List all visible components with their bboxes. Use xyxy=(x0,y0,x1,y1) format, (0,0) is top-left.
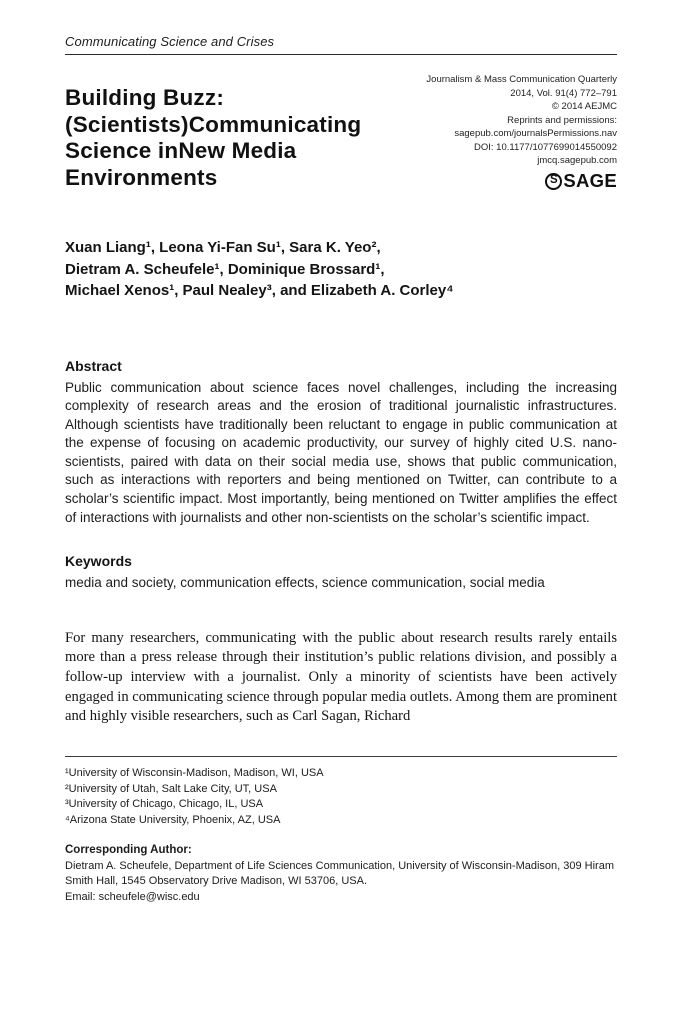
journal-citation-line: jmcq.sagepub.com xyxy=(537,155,617,166)
running-head: Communicating Science and Crises xyxy=(65,34,275,49)
affiliation-line: ³University of Chicago, Chicago, IL, USA xyxy=(65,798,264,810)
page-header xyxy=(65,34,617,55)
journal-citation-line: Reprints and permissions: xyxy=(507,114,617,126)
author-line: Dietram A. Scheufele¹, Dominique Brossard¹, xyxy=(65,260,385,278)
author-line: Michael Xenos¹, Paul Nealey³, and Elizabeth A. Corley⁴ xyxy=(65,282,454,299)
article-title-line: New Media Environments xyxy=(65,138,297,190)
footnote-area xyxy=(65,756,617,905)
article-title xyxy=(65,85,425,191)
abstract-text: Public communication about science faces novel challenges, including the increasing complexity of research areas and the erosion of traditional journalistic infrastructures. Although scientists have traditionally been reluctant to engage in public communication at the expense of focusing on academic productivity, our survey of highly cited U.S. nano-scientists, paired with data on their social media use, shows that public communication, such as interactions with reporters and being mentioned on Twitter, can contribute to a scholar’s scientific impact. Most importantly, being mentioned on Twitter amplifies the effect of interactions with journalists and other non-scientists on the scholar’s scientific impact. xyxy=(65,379,617,525)
sage-s-icon: S xyxy=(545,173,562,190)
sage-logo xyxy=(426,170,617,192)
journal-citation-line: © 2014 AEJMC xyxy=(551,101,617,112)
body-paragraph: For many researchers, communicating with the public about research results rarely entails more than a press release through their institution’s public relations division, and possibly a follow-up interview with a journalist. Only a minority of scientists have been actively engaged in communicating science through popular media outlets. Among them are prominent and highly visible researchers, such as Carl Sagan, Richard xyxy=(65,629,617,725)
corresponding-author-block xyxy=(65,843,617,905)
affiliation-line: ²University of Utah, Salt Lake City, UT, USA xyxy=(65,782,277,795)
article-title-line: Building Buzz: (Scientists) xyxy=(65,85,225,137)
sage-logo-text: SAGE xyxy=(563,170,617,192)
affiliation-line: ¹University of Wisconsin-Madison, Madison, WI, USA xyxy=(65,767,324,779)
keywords-heading: Keywords xyxy=(65,553,132,570)
corresponding-author-address: Dietram A. Scheufele, Department of Life Sciences Communication, University of Wisconsin-Madison, 309 Hiram Smith Hall, 1545 Observatory Drive Madison, WI 53706, USA. xyxy=(65,859,615,887)
footnote-rule xyxy=(65,756,617,757)
affiliation-footnotes xyxy=(65,766,617,828)
corresponding-author-email: Email: scheufele@wisc.edu xyxy=(65,890,200,903)
corresponding-author-heading: Corresponding Author: xyxy=(65,844,192,856)
journal-citation-block xyxy=(426,73,617,191)
abstract-section xyxy=(65,358,617,528)
author-list xyxy=(65,237,617,302)
journal-citation-line: sagepub.com/journalsPermissions.nav xyxy=(454,128,617,139)
header-rule xyxy=(65,54,617,55)
keywords-text: media and society, communication effects, science communication, social media xyxy=(65,575,545,591)
journal-citation-line: DOI: 10.1177/1077699014550092 xyxy=(474,141,617,153)
article-body xyxy=(65,629,617,727)
author-line: Xuan Liang¹, Leona Yi-Fan Su¹, Sara K. Yeo², xyxy=(65,239,381,256)
article-title-line: Communicating Science in xyxy=(65,111,362,163)
abstract-heading: Abstract xyxy=(65,357,122,374)
journal-citation-line: Journalism & Mass Communication Quarterly xyxy=(426,74,617,85)
masthead xyxy=(65,73,617,191)
affiliation-line: ⁴Arizona State University, Phoenix, AZ, USA xyxy=(65,813,281,826)
keywords-section xyxy=(65,553,617,593)
journal-citation-line: 2014, Vol. 91(4) 772–791 xyxy=(510,87,617,99)
